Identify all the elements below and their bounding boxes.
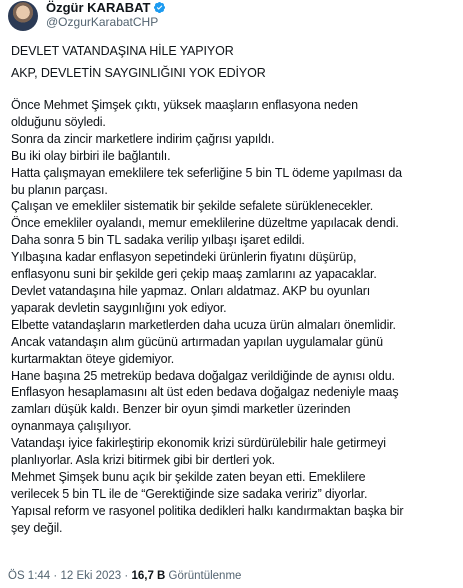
avatar[interactable] — [8, 1, 38, 31]
body-line: kurtarmaktan öteye gidemiyor. — [11, 351, 175, 366]
body-line: Hatta çalışmayan emeklilere tek seferliğine 5 bin TL ödeme yapılması da — [11, 165, 402, 180]
meta-separator: · — [124, 570, 129, 582]
body-line: Vatandaşı iyice fakirleştirip ekonomik krizi sürdürülebilir hale getirmeyi — [11, 436, 386, 451]
body-line: planlıyorlar. Asla krizi bitirmek gibi bir dertleri yok. — [11, 453, 275, 468]
body-line: Sonra da zincir marketlere indirim çağrısı yapıldı. — [11, 131, 275, 146]
author-names — [46, 0, 166, 30]
body-line: yaparak devletin saygınlığını yok ediyor. — [11, 300, 227, 315]
views-count[interactable]: 16,7 B — [131, 570, 166, 582]
tweet-meta — [8, 570, 241, 582]
headline-line: DEVLET VATANDAŞINA HİLE YAPIYOR — [11, 44, 234, 58]
body-line: Çalışan ve emekliler sistematik bir şekilde sefalete sürüklenecekler. — [11, 199, 374, 214]
body-line: verilecek 5 bin TL ile de “Gerektiğinde size sadaka veririz” diyorlar. — [11, 486, 368, 501]
tweet-date[interactable]: 12 Eki 2023 — [60, 570, 122, 582]
body-line: olduğunu söyledi. — [11, 114, 106, 129]
body-line: oynanmaya çalışılıyor. — [11, 419, 132, 434]
body-line: enflasyonu suni bir şekilde geri çekip maaş zamlarını az yapacaklar. — [11, 267, 377, 282]
tweet-time[interactable]: ÖS 1:44 — [8, 570, 51, 582]
meta-separator: · — [53, 570, 58, 582]
body-line: Ancak vatandaşın alım gücünü artırmadan yapılan uygulamalar günü — [11, 334, 383, 349]
tweet-body — [11, 97, 457, 537]
verified-badge-icon — [153, 1, 166, 14]
tweet-headline — [11, 40, 266, 84]
views-label[interactable]: Görüntülenme — [168, 570, 242, 582]
body-line: Bu iki olay birbiri ile bağlantılı. — [11, 148, 171, 163]
author-name-row[interactable] — [46, 0, 166, 15]
body-line: Önce Mehmet Şimşek çıktı, yüksek maaşların enflasyona neden — [11, 98, 358, 112]
body-line: Hane başına 25 metreküp bedava doğalgaz verildiğinde de aynısı oldu. — [11, 368, 395, 383]
body-line: Yapısal reform ve rasyonel politika dedikleri halkı kandırmaktan başka bir — [11, 503, 404, 518]
body-line: Devlet vatandaşına hile yapmaz. Onları aldatmaz. AKP bu oyunları — [11, 283, 371, 298]
body-line: Önce emekliler oyalandı, memur emeklilerine düzeltme yapılacak dendi. — [11, 216, 399, 231]
body-line: zamları düşük kaldı. Benzer bir oyun şimdi marketler üzerinden — [11, 402, 351, 417]
body-line: Elbette vatandaşların marketlerden daha ucuza ürün almaları önemlidir. — [11, 317, 396, 332]
author-name[interactable]: Özgür KARABAT — [46, 0, 151, 15]
body-line: Enflasyon hesaplamasını alt üst eden bedava doğalgaz nedeniyle maaş — [11, 385, 399, 400]
body-line: Yılbaşına kadar enflasyon sepetindeki ürünlerin fiyatını düşürüp, — [11, 250, 357, 265]
tweet-header — [8, 0, 166, 32]
author-handle[interactable]: @OzgurKarabatCHP — [46, 15, 159, 29]
body-line: Mehmet Şimşek bunu açık bir şekilde zaten beyan etti. Emeklilere — [11, 469, 366, 484]
headline-line: AKP, DEVLETİN SAYGINLIĞINI YOK EDİYOR — [11, 66, 266, 80]
body-line: Daha sonra 5 bin TL sadaka verilip yılbaşı işaret edildi. — [11, 233, 305, 248]
body-line: şey değil. — [11, 520, 63, 535]
body-line: bu planın parçası. — [11, 182, 108, 197]
